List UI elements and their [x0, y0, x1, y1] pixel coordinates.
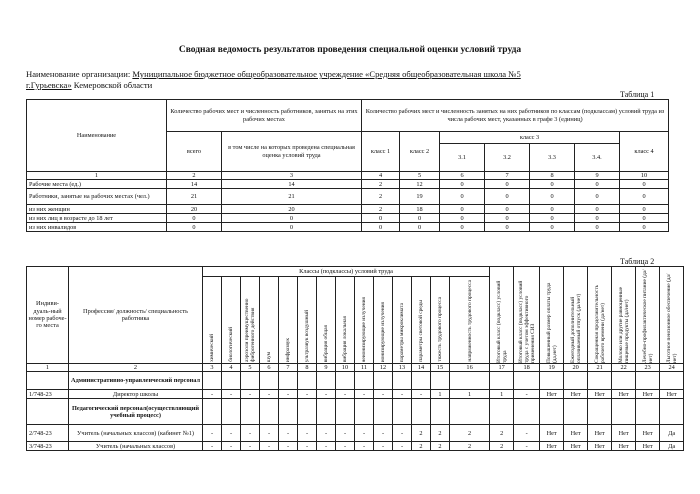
- t2-cell: -: [203, 442, 222, 451]
- t1-cell: 0: [530, 214, 575, 223]
- t2-cell: -: [279, 425, 298, 442]
- t2-row-id: 2/748-23: [27, 425, 69, 442]
- t2-row-id: 3/748-23: [27, 442, 69, 451]
- t1-cell: 0: [620, 214, 669, 223]
- t2-cell: -: [298, 425, 317, 442]
- t2-col-num: 1: [27, 364, 69, 372]
- table-row: [27, 189, 669, 205]
- t1-header-class3: класс 3: [440, 132, 620, 144]
- t2-cell: -: [260, 425, 279, 442]
- t2-cell: -: [393, 390, 412, 399]
- t1-header-sub: 3.2: [485, 144, 530, 172]
- t1-cell: 0: [620, 223, 669, 232]
- t2-col-num: 6: [260, 364, 279, 372]
- t2-header-extra: Лечебно-профилактическое питание (да/нет): [641, 269, 654, 363]
- table2-label: Таблица 2: [620, 257, 655, 266]
- t1-header-classes: Количество рабочих мест и численность занятых на них работников по классам (подклассам) условий труда из числа рабочих мест, указанных в графе 3 (единиц): [362, 100, 669, 132]
- t2-header-extra: Повышенный размер оплаты труда (да,нет): [545, 282, 558, 363]
- t1-header-class2: класс 2: [400, 132, 440, 172]
- t1-cell: 14: [167, 180, 222, 189]
- t1-cell: 20: [167, 205, 222, 214]
- t2-cell: 2: [412, 425, 431, 442]
- t2-section-teaching: Педагогический персонал(осуществляющий учебный процесс): [69, 399, 203, 425]
- t2-header-id: Индиви-дуаль-ный номер рабоче-го места: [27, 267, 69, 364]
- t2-cell: -: [336, 390, 355, 399]
- t2-cell: -: [203, 425, 222, 442]
- t1-cell: 0: [440, 205, 485, 214]
- t2-cell: -: [374, 442, 393, 451]
- t1-header-class4: класс 4: [620, 132, 669, 172]
- organization-name-line2: г.Гурьевска»: [26, 80, 72, 90]
- t2-cell: -: [317, 390, 336, 399]
- t1-cell: 12: [400, 180, 440, 189]
- t2-cell: -: [317, 442, 336, 451]
- t2-cell: -: [336, 442, 355, 451]
- t2-header-extra: Итоговый класс (подкласс) условий труда: [495, 280, 508, 363]
- t2-col-num: 21: [588, 364, 612, 372]
- t2-cell: Да: [660, 425, 684, 442]
- t2-cell: 2: [450, 442, 490, 451]
- t1-header-total: всего: [167, 132, 222, 172]
- t1-cell: 20: [222, 205, 362, 214]
- t2-cell: 2: [490, 442, 514, 451]
- t1-cell: 0: [620, 189, 669, 205]
- t1-cell: 0: [362, 223, 400, 232]
- t2-col-num: 14: [412, 364, 431, 372]
- summary-table: [26, 99, 669, 232]
- t1-header-sub: 3.4.: [575, 144, 620, 172]
- t2-cell: -: [279, 390, 298, 399]
- t2-row-profession: Учитель (начальных классов) (кабинет №1): [69, 425, 203, 442]
- table-row: [27, 442, 684, 451]
- t2-header-extra: Молоко или другие равноценные пищевые продукты (да/нет): [617, 286, 630, 363]
- t1-cell: 0: [485, 205, 530, 214]
- t2-cell: Нет: [564, 425, 588, 442]
- t2-col-num: 15: [431, 364, 450, 372]
- t2-cell: -: [260, 390, 279, 399]
- t2-cell: -: [514, 425, 540, 442]
- t2-col-num: 12: [374, 364, 393, 372]
- t1-row-name: из них инвалидов: [27, 223, 167, 232]
- t2-col-num: 20: [564, 364, 588, 372]
- table1-label: Таблица 1: [620, 90, 655, 99]
- t2-cell: Нет: [588, 390, 612, 399]
- t2-cell: -: [203, 390, 222, 399]
- t1-col-num: 9: [575, 172, 620, 180]
- t1-cell: 0: [575, 180, 620, 189]
- t1-col-num: 3: [222, 172, 362, 180]
- t2-cell: 2: [431, 425, 450, 442]
- t2-col-num: 23: [636, 364, 660, 372]
- t1-cell: 21: [222, 189, 362, 205]
- t2-cell: -: [241, 442, 260, 451]
- t2-header-factor: вибрация общая: [323, 324, 329, 363]
- t2-row-profession: Директор школы: [69, 390, 203, 399]
- t2-header-extra: Ежегодный дополнительный оплачиваемый отпуск (да/нет): [569, 293, 582, 363]
- t1-cell: 0: [440, 214, 485, 223]
- t2-cell: Нет: [636, 390, 660, 399]
- t1-row-name: из них лиц в возрасте до 18 лет: [27, 214, 167, 223]
- t2-col-num: 9: [317, 364, 336, 372]
- t2-col-num: 13: [393, 364, 412, 372]
- t2-header-extra: Итоговый класс (подкласс) условий труда с учетом эффективного применения СИЗ: [517, 280, 536, 363]
- t1-row-name: Рабочие места (ед.): [27, 180, 167, 189]
- t2-header-factor: неионизирующие излучения: [361, 296, 367, 363]
- t1-cell: 2: [362, 180, 400, 189]
- t2-cell: -: [355, 442, 374, 451]
- table-row: [27, 214, 669, 223]
- organization-label: Наименование организации:: [26, 69, 131, 79]
- t2-row-profession: Учитель (начальных классов): [69, 442, 203, 451]
- table-row: [27, 223, 669, 232]
- t2-cell: Нет: [612, 390, 636, 399]
- t1-cell: 0: [620, 180, 669, 189]
- t2-cell: -: [298, 390, 317, 399]
- t2-header-factor: параметры световой среды: [418, 300, 424, 363]
- t1-cell: 0: [530, 189, 575, 205]
- t1-cell: 19: [400, 189, 440, 205]
- t2-header-factor: шум: [266, 351, 272, 363]
- t2-header-factor: ультразвук воздушный: [304, 309, 310, 363]
- t1-cell: 0: [575, 214, 620, 223]
- t1-cell: 0: [485, 214, 530, 223]
- t1-cell: 0: [530, 205, 575, 214]
- t1-col-num: 2: [167, 172, 222, 180]
- t2-col-num: 10: [336, 364, 355, 372]
- t2-cell: Да: [660, 442, 684, 451]
- t2-header-extra: Сокращенная продолжительность рабочего времени (да/нет): [593, 284, 606, 363]
- t2-cell: -: [393, 442, 412, 451]
- table-row: [27, 180, 669, 189]
- t1-col-num: 4: [362, 172, 400, 180]
- t2-cell: -: [336, 425, 355, 442]
- t1-header-class1: класс 1: [362, 132, 400, 172]
- organization-name-line1: Муниципальное бюджетное общеобразовательное учреждение «Средняя общеобразовательная школа №5: [132, 69, 521, 79]
- organization-region: Кемеровской области: [71, 80, 153, 90]
- t1-cell: 0: [485, 223, 530, 232]
- t2-cell: Нет: [540, 390, 564, 399]
- t2-header-factor: параметры микроклимата: [399, 302, 405, 363]
- t2-cell: Нет: [540, 425, 564, 442]
- t2-col-num: 11: [355, 364, 374, 372]
- t1-cell: 18: [400, 205, 440, 214]
- t2-col-num: 2: [69, 364, 203, 372]
- t2-header-factor: напряженность трудового процесса: [466, 280, 473, 363]
- t2-cell: Нет: [636, 442, 660, 451]
- t2-section-admin: Административно-управленческий персонал: [69, 372, 203, 390]
- workplaces-table: [26, 266, 684, 451]
- table-row: [27, 425, 684, 442]
- t2-col-num: 22: [612, 364, 636, 372]
- t1-cell: 14: [222, 180, 362, 189]
- t1-col-num: 5: [400, 172, 440, 180]
- t2-cell: Нет: [564, 442, 588, 451]
- t2-header-classes: Классы (подклассы) условий труда: [203, 267, 490, 277]
- t1-cell: 0: [620, 205, 669, 214]
- t2-header-factor: тяжесть трудового процесса: [437, 297, 443, 363]
- t1-cell: 0: [362, 214, 400, 223]
- t2-header-factor: ионизирующие излучения: [380, 301, 386, 363]
- t1-header-special: в том числе на которых проведена специальная оценка условий труда: [222, 132, 362, 172]
- t2-cell: -: [260, 442, 279, 451]
- t2-col-num: 24: [660, 364, 684, 372]
- t2-cell: -: [241, 425, 260, 442]
- t2-cell: -: [412, 390, 431, 399]
- t2-cell: -: [374, 425, 393, 442]
- t2-col-num: 17: [490, 364, 514, 372]
- t1-cell: 0: [440, 189, 485, 205]
- t1-header-sub: 3.3: [530, 144, 575, 172]
- t1-header-sub: 3.1: [440, 144, 485, 172]
- t2-col-num: 19: [540, 364, 564, 372]
- t2-cell: -: [514, 390, 540, 399]
- t1-cell: 0: [167, 214, 222, 223]
- t2-cell: -: [298, 442, 317, 451]
- t2-cell: -: [393, 425, 412, 442]
- t2-cell: Нет: [540, 442, 564, 451]
- t1-header-name: Наименование: [27, 100, 167, 172]
- t1-col-num: 6: [440, 172, 485, 180]
- t2-cell: -: [222, 425, 241, 442]
- t2-cell: -: [355, 390, 374, 399]
- t2-cell: -: [222, 442, 241, 451]
- table-row: [27, 390, 684, 399]
- t2-cell: -: [514, 442, 540, 451]
- t2-cell: 2: [431, 442, 450, 451]
- t2-col-num: 3: [203, 364, 222, 372]
- t2-cell: -: [222, 390, 241, 399]
- t1-cell: 0: [575, 205, 620, 214]
- t1-col-num: 8: [530, 172, 575, 180]
- t2-cell: Нет: [588, 425, 612, 442]
- t1-col-num: 10: [620, 172, 669, 180]
- t1-cell: 0: [485, 189, 530, 205]
- table-row: [27, 205, 669, 214]
- t2-cell: -: [317, 425, 336, 442]
- t2-header-extra: Льготное пенсионное обеспечение (да/нет): [665, 273, 678, 363]
- document-title: Сводная ведомость результатов проведения специальной оценки условий труда: [178, 45, 522, 55]
- t1-cell: 0: [167, 223, 222, 232]
- t1-cell: 0: [440, 223, 485, 232]
- t2-cell: Нет: [612, 442, 636, 451]
- t2-cell: 2: [450, 425, 490, 442]
- t1-cell: 0: [575, 189, 620, 205]
- t1-row-name: из них женщин: [27, 205, 167, 214]
- t2-cell: 1: [490, 390, 514, 399]
- t1-cell: 0: [530, 180, 575, 189]
- t2-cell: Нет: [588, 442, 612, 451]
- t1-cell: 0: [485, 180, 530, 189]
- t1-cell: 0: [530, 223, 575, 232]
- t2-cell: Нет: [636, 425, 660, 442]
- t1-cell: 0: [440, 180, 485, 189]
- t1-col-num: 7: [485, 172, 530, 180]
- t2-cell: 2: [490, 425, 514, 442]
- t2-cell: -: [241, 390, 260, 399]
- t1-cell: 21: [167, 189, 222, 205]
- t2-cell: 1: [431, 390, 450, 399]
- t2-col-num: 5: [241, 364, 260, 372]
- t2-header-profession: Профессия/ должность/ специальность работника: [69, 267, 203, 364]
- t1-cell: 2: [362, 205, 400, 214]
- t2-col-num: 18: [514, 364, 540, 372]
- t2-row-id: 1/748-23: [27, 390, 69, 399]
- t1-cell: 2: [362, 189, 400, 205]
- t1-col-num: 1: [27, 172, 167, 180]
- t1-cell: 0: [222, 214, 362, 223]
- t2-cell: Нет: [660, 390, 684, 399]
- t2-header-factor: биологический: [228, 327, 234, 363]
- t2-col-num: 16: [450, 364, 490, 372]
- t2-cell: Нет: [612, 425, 636, 442]
- t2-col-num: 4: [222, 364, 241, 372]
- t2-col-num: 8: [298, 364, 317, 372]
- t2-header-factor: вибрация локальная: [342, 315, 348, 363]
- t1-cell: 0: [400, 214, 440, 223]
- t2-cell: 2: [412, 442, 431, 451]
- t2-header-factor: аэрозоли преимущественно фиброгенного действия: [244, 298, 256, 363]
- t2-cell: -: [374, 390, 393, 399]
- t1-cell: 0: [222, 223, 362, 232]
- organization-block: [26, 69, 666, 91]
- t2-header-factor: химический: [209, 334, 215, 363]
- t2-cell: -: [355, 425, 374, 442]
- t2-cell: Нет: [564, 390, 588, 399]
- t2-header-factor: инфразвук: [285, 337, 291, 363]
- t2-cell: 1: [450, 390, 490, 399]
- t2-col-num: 7: [279, 364, 298, 372]
- t1-cell: 0: [575, 223, 620, 232]
- t1-header-count: Количество рабочих мест и численность работников, занятых на этих рабочих местах: [167, 100, 362, 132]
- t1-cell: 0: [400, 223, 440, 232]
- t2-cell: -: [279, 442, 298, 451]
- t1-row-name: Работники, занятые на рабочих местах (чел.): [27, 189, 167, 205]
